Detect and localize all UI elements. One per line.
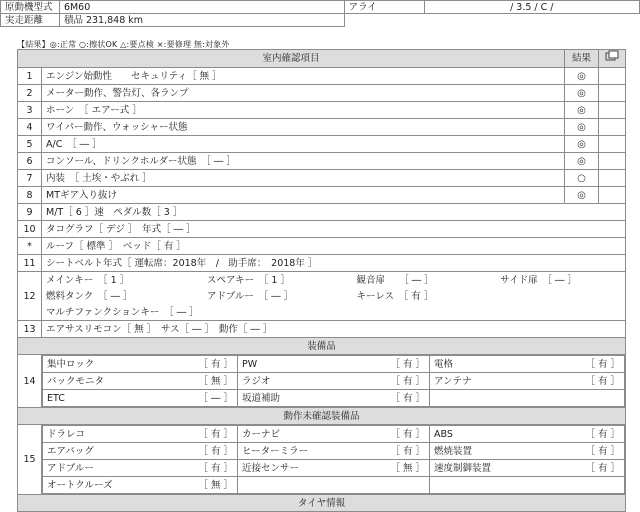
check-row: 2 メーター動作、警告灯、各ランプ ◎ <box>18 85 626 102</box>
check-row: * ルーフ［ 標準 ］ ベッド［ 有 ］ <box>18 238 626 255</box>
check-row: 3 ホーン ［ エアー式 ］ ◎ <box>18 102 626 119</box>
mileage-label: 実走距離 <box>1 14 60 27</box>
check-row: 7 内装 ［ 土埃・やぶれ ］ ○ <box>18 170 626 187</box>
engine-model-label: 原動機型式 <box>1 1 60 14</box>
tire-info-header: タイヤ情報 <box>18 495 626 512</box>
camera-icon[interactable] <box>599 50 626 68</box>
check-row: 10 タコグラフ［ デジ ］ 年式［ ― ］ <box>18 221 626 238</box>
check-row: 4 ワイパー動作、ウォッシャー状態 ◎ <box>18 119 626 136</box>
interior-check-table <box>17 49 626 512</box>
check-row: 13 エアサスリモコン［ 無 ］ サス［ ― ］ 動作［ ― ］ <box>18 321 626 338</box>
result-header: 結果 <box>565 50 599 68</box>
check-row: 6 コンソール、ドリンクホルダー状態 ［ ― ］ ◎ <box>18 153 626 170</box>
equipment-header: 装備品 <box>18 338 626 355</box>
engine-model-value: 6M60 <box>59 1 344 14</box>
unconfirmed-header: 動作未確認装備品 <box>18 408 626 425</box>
tire-brand-label: アライ <box>344 1 424 14</box>
result-legend: 【結果】◎:正常 ○:擦状OK △:要点検 ×:要修理 無:対象外 <box>17 40 230 49</box>
section-title: 室内確認項目 <box>18 50 565 68</box>
unconfirmed-block: 15 ドラレコ ［ 有 ］ カーナビ ［ 有 ］ ABS ［ 有 ］ エアバッグ ［ 有 ］ ヒーターミラー ［ 有 ］ 燃焼装置 ［ 有 ］ アドブルー ［ 有 ］ 近接センサー ［ 無 ］ 速度制御装置 ［ 有 ］ オートクルーズ ［ 無 ］ <box>18 425 626 495</box>
vehicle-info-table <box>0 0 640 27</box>
equipment-block: 14 集中ロック ［ 有 ］ PW ［ 有 ］ 電格 ［ 有 ］ バックモニタ ［ 無 ］ ラジオ ［ 有 ］ アンテナ ［ 有 ］ ETC ［ ― ］ 坂道補助 ［ 有 ］ <box>18 355 626 408</box>
check-row: 9 M/T［ 6 ］速 ペダル数［ 3 ］ <box>18 204 626 221</box>
check-row: 5 A/C ［ ― ］ ◎ <box>18 136 626 153</box>
check-row: 11 シートベルト年式［ 運転席：2018年 / 助手席： 2018年 ］ <box>18 255 626 272</box>
tire-brand-value: / 3.5 / C / <box>424 1 639 14</box>
mileage-value: 積品 231,848 km <box>59 14 344 27</box>
keys-row: 12 メインキー ［ 1 ］ スペアキー ［ 1 ］ 観音扉 ［ ― ］ サイド扉 ［ ― ］ 燃料タンク ［ ― ］ アドブルー ［ ― ］ キーレス ［ 有 ］ マルチファンクションキー ［ ― ］ <box>18 272 626 321</box>
check-row: 8 MTギア入り抜け ◎ <box>18 187 626 204</box>
check-row: 1 エンジン始動性 セキュリティ［ 無 ］ ◎ <box>18 68 626 85</box>
